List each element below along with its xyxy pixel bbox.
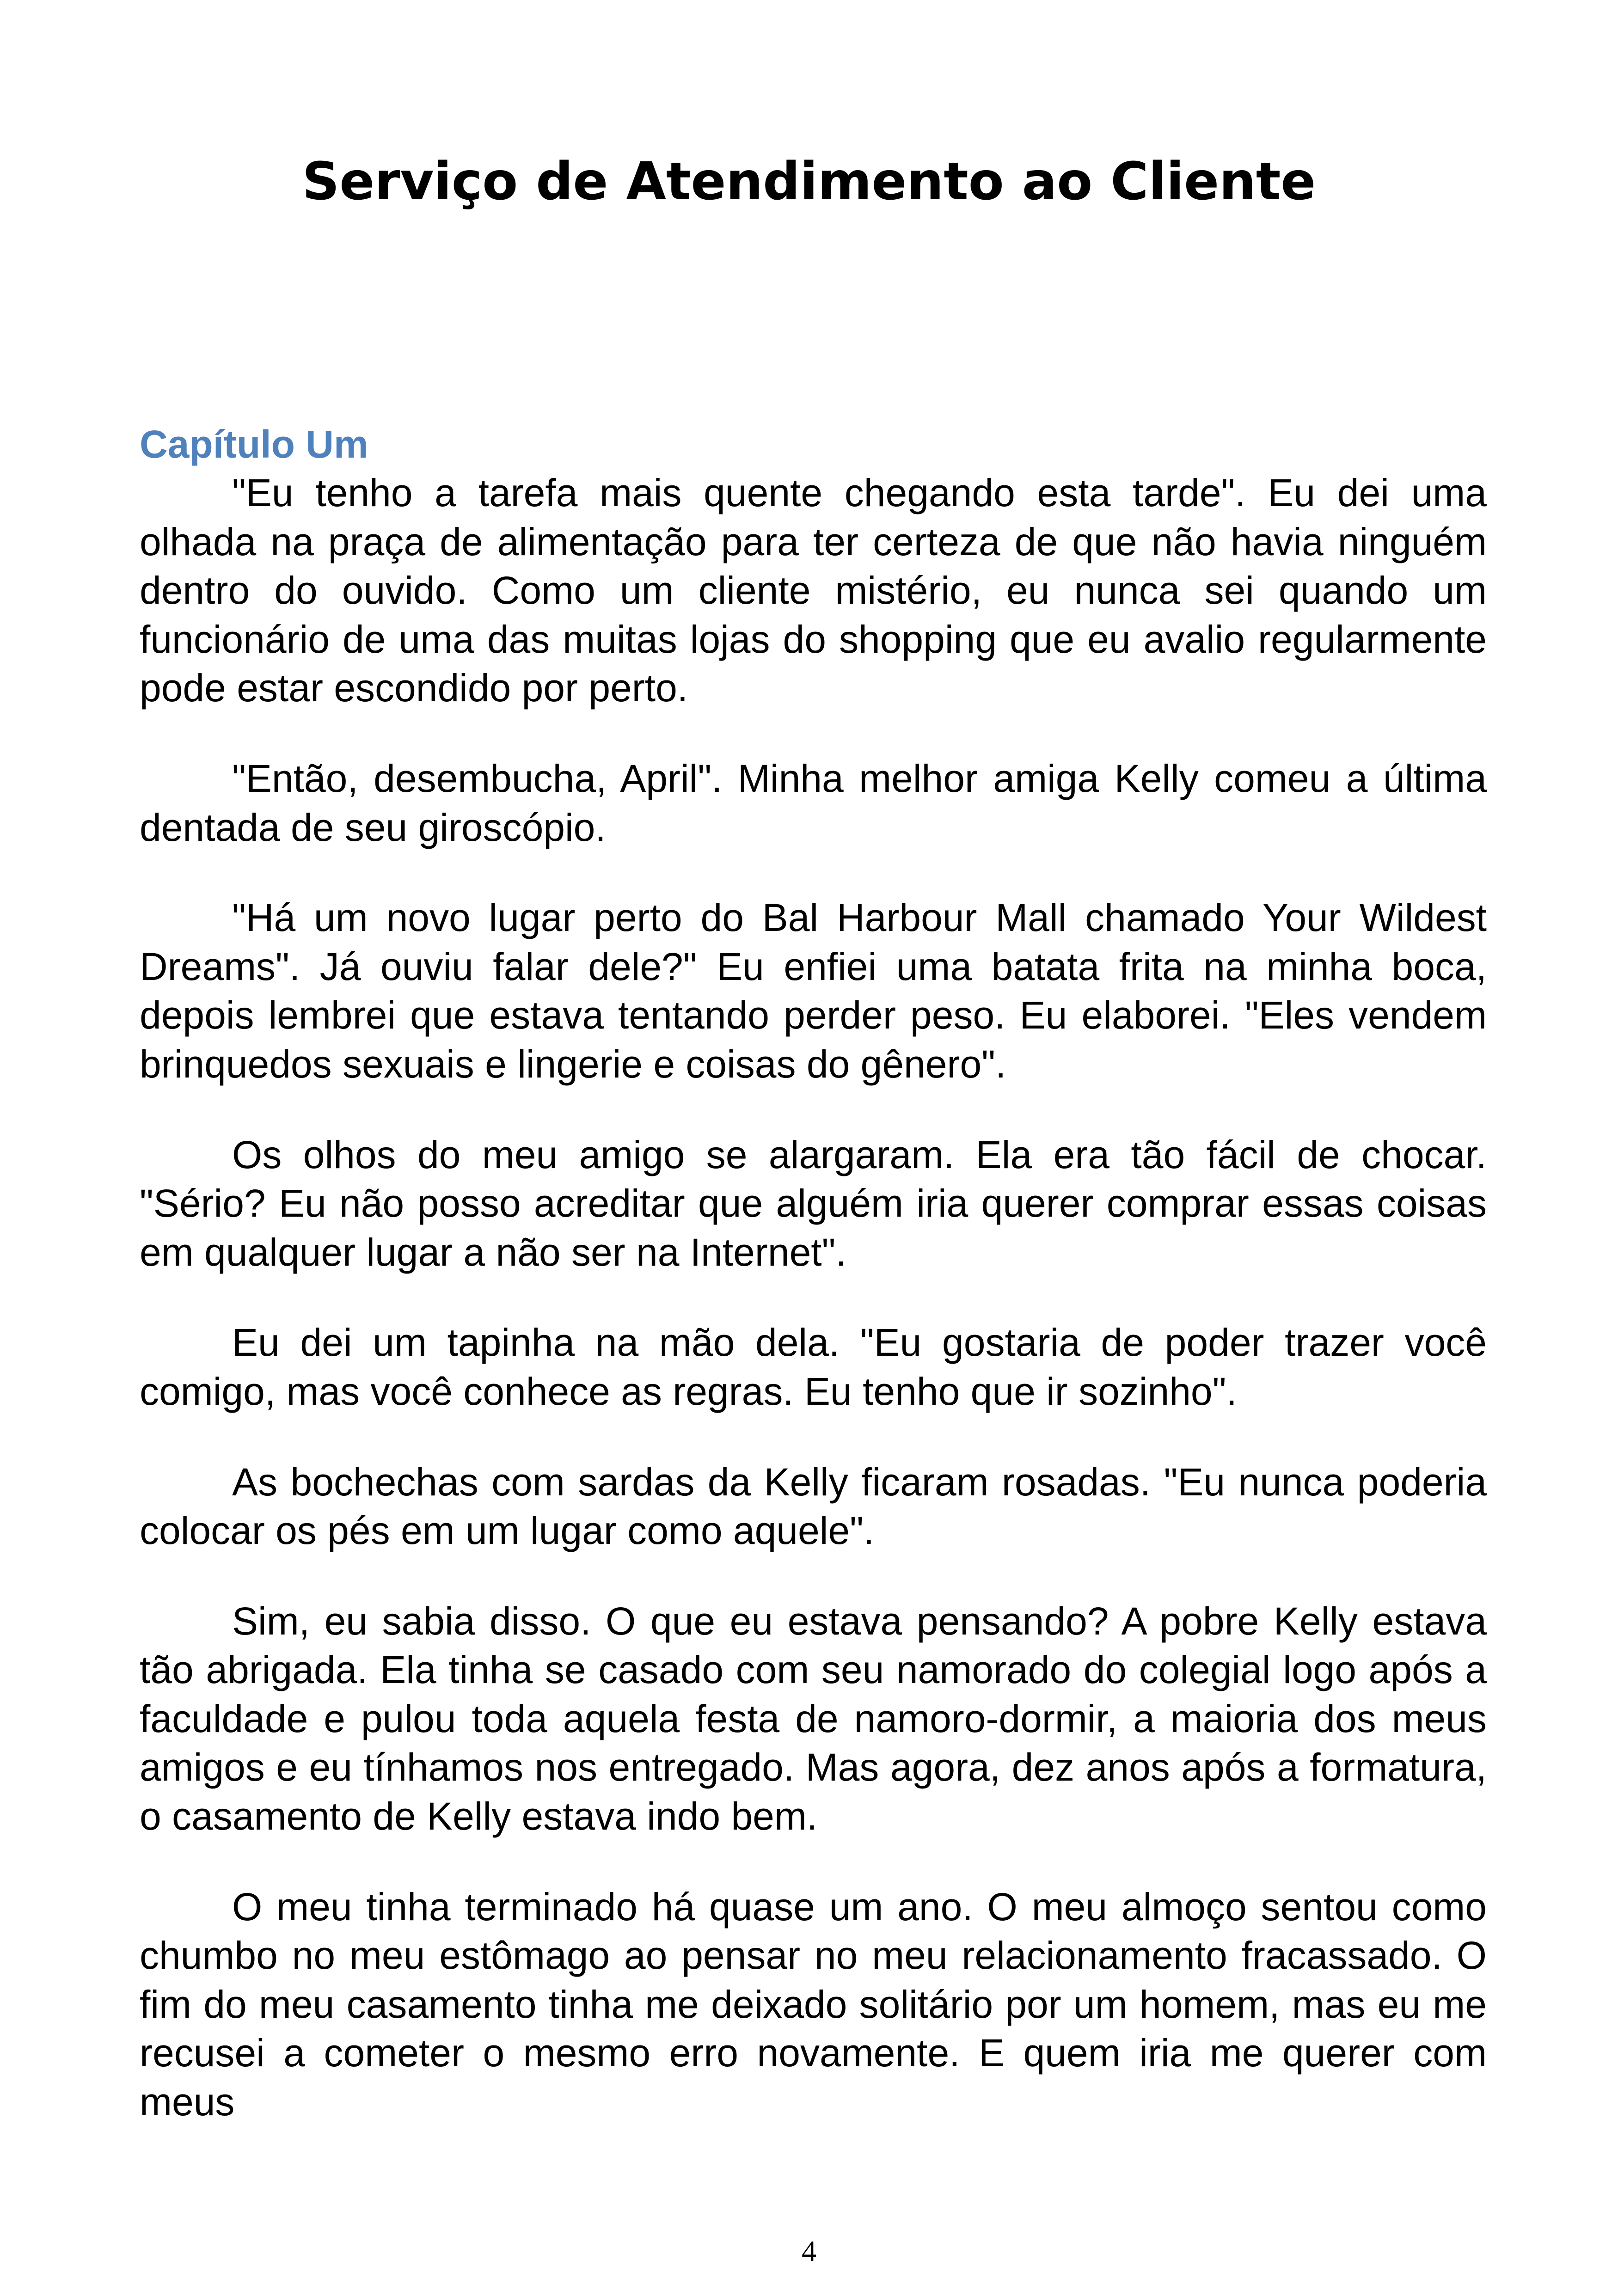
page-number: 4 <box>802 2235 816 2267</box>
document-body <box>140 420 1487 2127</box>
paragraph-8: O meu tinha terminado há quase um ano. O meu almoço sentou como chumbo no meu estômago ao pensar no meu relacionamento fracassado. O fim do meu casamento tinha me deixado solitário por um homem, mas eu me recusei a cometer o mesmo erro novamente. E quem iria me querer com meus <box>140 1885 1487 2124</box>
paragraph-2: "Então, desembucha, April". Minha melhor amiga Kelly comeu a última dentada de seu giroscópio. <box>140 756 1487 849</box>
document-title: Serviço de Atendimento ao Cliente <box>302 152 1316 212</box>
paragraph-4: Os olhos do meu amigo se alargaram. Ela era tão fácil de chocar. "Sério? Eu não posso acreditar que alguém iria querer comprar essas coisas em qualquer lugar a não ser na Internet". <box>140 1133 1487 1274</box>
paragraph-1: "Eu tenho a tarefa mais quente chegando esta tarde". Eu dei uma olhada na praça de alimentação para ter certeza de que não havia ninguém dentro do ouvido. Como um cliente mistério, eu nunca sei quando um funcionário de uma das muitas lojas do shopping que eu avalio regularmente pode estar escondido por perto. <box>140 471 1487 710</box>
paragraph-3: "Há um novo lugar perto do Bal Harbour Mall chamado Your Wildest Dreams". Já ouviu falar dele?" Eu enfiei uma batata frita na minha boca, depois lembrei que estava tentando perder peso. Eu elaborei. "Eles vendem brinquedos sexuais e lingerie e coisas do gênero". <box>140 896 1487 1086</box>
paragraph-5: Eu dei um tapinha na mão dela. "Eu gostaria de poder trazer você comigo, mas você conhece as regras. Eu tenho que ir sozinho". <box>140 1321 1487 1413</box>
chapter-heading: Capítulo Um <box>140 422 368 466</box>
paragraph-7: Sim, eu sabia disso. O que eu estava pensando? A pobre Kelly estava tão abrigada. Ela tinha se casado com seu namorado do colegial logo após a faculdade e pulou toda aquela festa de namoro-dormir, a maioria dos meus amigos e eu tínhamos nos entregado. Mas agora, dez anos após a formatura, o casamento de Kelly estava indo bem. <box>140 1599 1487 1838</box>
paragraph-6: As bochechas com sardas da Kelly ficaram rosadas. "Eu nunca poderia colocar os pés em um lugar como aquele". <box>140 1460 1487 1553</box>
